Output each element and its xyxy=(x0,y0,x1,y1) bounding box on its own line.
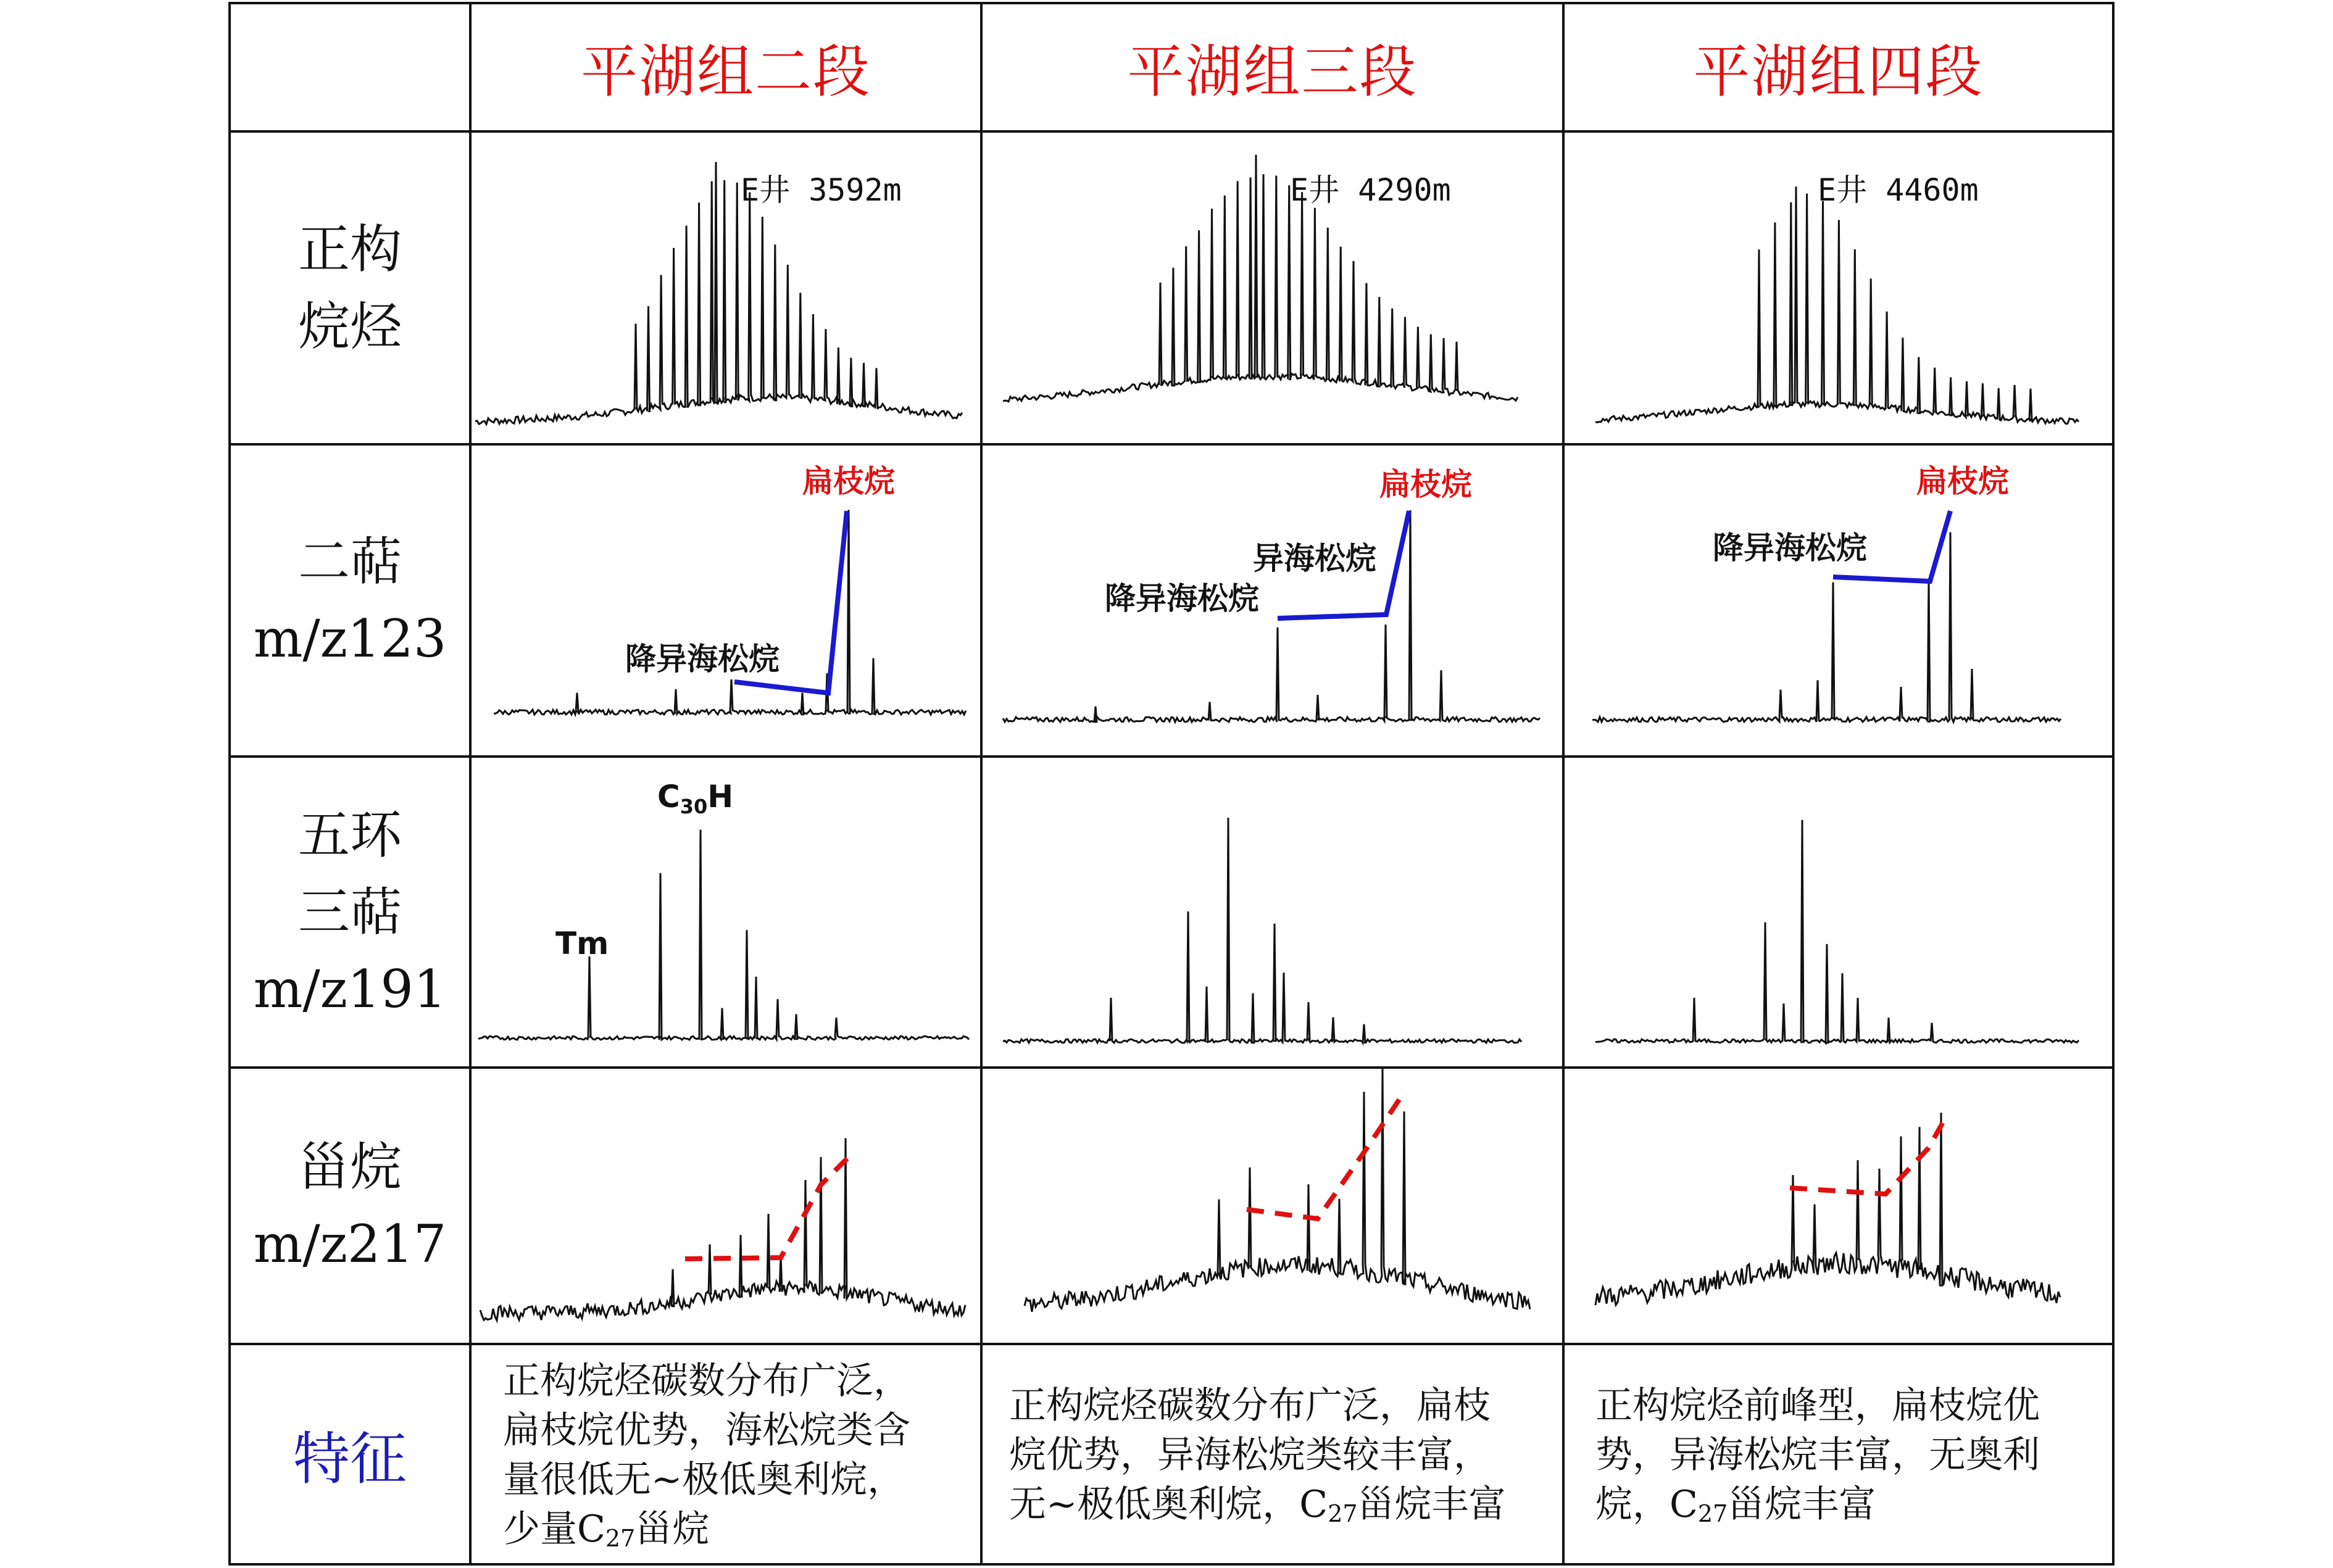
c30-hopane-label xyxy=(657,779,733,818)
desc2-line3a: 无~极低奥利烷，C xyxy=(1009,1483,1328,1526)
row-label-diterpane xyxy=(230,444,470,757)
sterane-trace-col1 xyxy=(480,1138,965,1320)
well-label-col2: E井 4290m xyxy=(1290,172,1451,208)
row-label-triterpane-line2: 三萜 xyxy=(297,881,402,942)
phyllocladane-label-col3: 扁枝烷 xyxy=(1916,463,2009,499)
row-label-triterpane-line3: m/z191 xyxy=(253,958,447,1019)
diterpane-trace-col1 xyxy=(494,510,966,715)
feature-description-col1 xyxy=(503,1356,972,1563)
triterpane-trace-col1 xyxy=(478,830,969,1040)
triterpane-trace-col2 xyxy=(1003,818,1521,1043)
row-label-sterane-line2: m/z217 xyxy=(253,1214,447,1274)
desc2-line2: 烷优势，异海松烷类较丰富， xyxy=(1009,1433,1491,1477)
column-header-third-member: 平湖组三段 xyxy=(1127,39,1418,105)
phyllocladane-label-col2: 扁枝烷 xyxy=(1379,467,1472,502)
row-label-n-alkane xyxy=(230,131,470,444)
c30h-sub: 30 xyxy=(680,795,708,818)
row-label-feature: 特征 xyxy=(293,1425,407,1492)
c30h-tail: H xyxy=(707,779,734,815)
column-header-fourth-member: 平湖组四段 xyxy=(1693,39,1984,105)
desc1-line4 xyxy=(503,1504,972,1563)
desc2-line1: 正构烷烃碳数分布广泛，扁枝 xyxy=(1009,1384,1491,1427)
row-label-sterane-line1: 甾烷 xyxy=(297,1137,402,1197)
sterane-trend-col2 xyxy=(1247,1092,1404,1219)
desc2-line3 xyxy=(1009,1480,1552,1538)
row-label-diterpane-line1: 二萜 xyxy=(297,531,402,592)
desc2-line3b: 甾烷丰富 xyxy=(1357,1483,1506,1526)
desc3-sub: 27 xyxy=(1697,1500,1728,1527)
c30h-main: C xyxy=(657,779,680,815)
sterane-trace-col2 xyxy=(1025,1069,1530,1312)
feature-description-col2 xyxy=(1009,1381,1552,1538)
desc3-line3a: 烷，C xyxy=(1595,1483,1698,1526)
desc3-line2: 势，异海松烷丰富，无奥利 xyxy=(1595,1433,2040,1477)
feature-description-col3 xyxy=(1595,1381,2102,1538)
desc3-line1: 正构烷烃前峰型，扁枝烷优 xyxy=(1595,1384,2040,1427)
desc1-line4b: 甾烷 xyxy=(635,1508,710,1551)
alkane-trace-col3 xyxy=(1595,186,2079,423)
desc1-line4a: 少量C xyxy=(503,1508,605,1551)
row-label-sterane xyxy=(230,1068,470,1344)
row-label-triterpane xyxy=(230,757,470,1068)
sterane-trend-col3 xyxy=(1790,1120,1944,1194)
norisopimarane-label-col3: 降异海松烷 xyxy=(1713,530,1867,566)
tm-label: Tm xyxy=(555,926,609,961)
desc3-line3 xyxy=(1595,1480,2102,1538)
triterpane-trace-col3 xyxy=(1595,820,2079,1043)
column-header-second-member: 平湖组二段 xyxy=(580,39,871,105)
sterane-trace-col3 xyxy=(1595,1113,2060,1305)
norisopimarane-label-col1: 降异海松烷 xyxy=(625,641,780,677)
desc1-sub: 27 xyxy=(605,1525,636,1552)
desc1-line2: 扁枝烷优势，海松烷类含 xyxy=(503,1409,910,1452)
row-label-diterpane-line2: m/z123 xyxy=(253,608,447,669)
row-label-n-alkane-line1: 正构 xyxy=(297,218,402,280)
norisopimarane-label-col2: 降异海松烷 xyxy=(1105,581,1259,616)
row-label-triterpane-line1: 五环 xyxy=(297,804,402,865)
desc3-line3b: 甾烷丰富 xyxy=(1728,1483,1876,1526)
well-label-col3: E井 4460m xyxy=(1818,172,1979,208)
isopimarane-label-col2: 异海松烷 xyxy=(1253,541,1376,576)
desc2-sub: 27 xyxy=(1328,1500,1358,1527)
phyllocladane-label-col1: 扁枝烷 xyxy=(802,463,895,499)
well-label-col1: E井 3592m xyxy=(741,172,902,208)
desc1-line1: 正构烷烃碳数分布广泛， xyxy=(503,1359,910,1403)
desc1-line3: 量很低无~极低奥利烷， xyxy=(503,1458,905,1501)
row-label-n-alkane-line2: 烷烃 xyxy=(297,296,402,357)
